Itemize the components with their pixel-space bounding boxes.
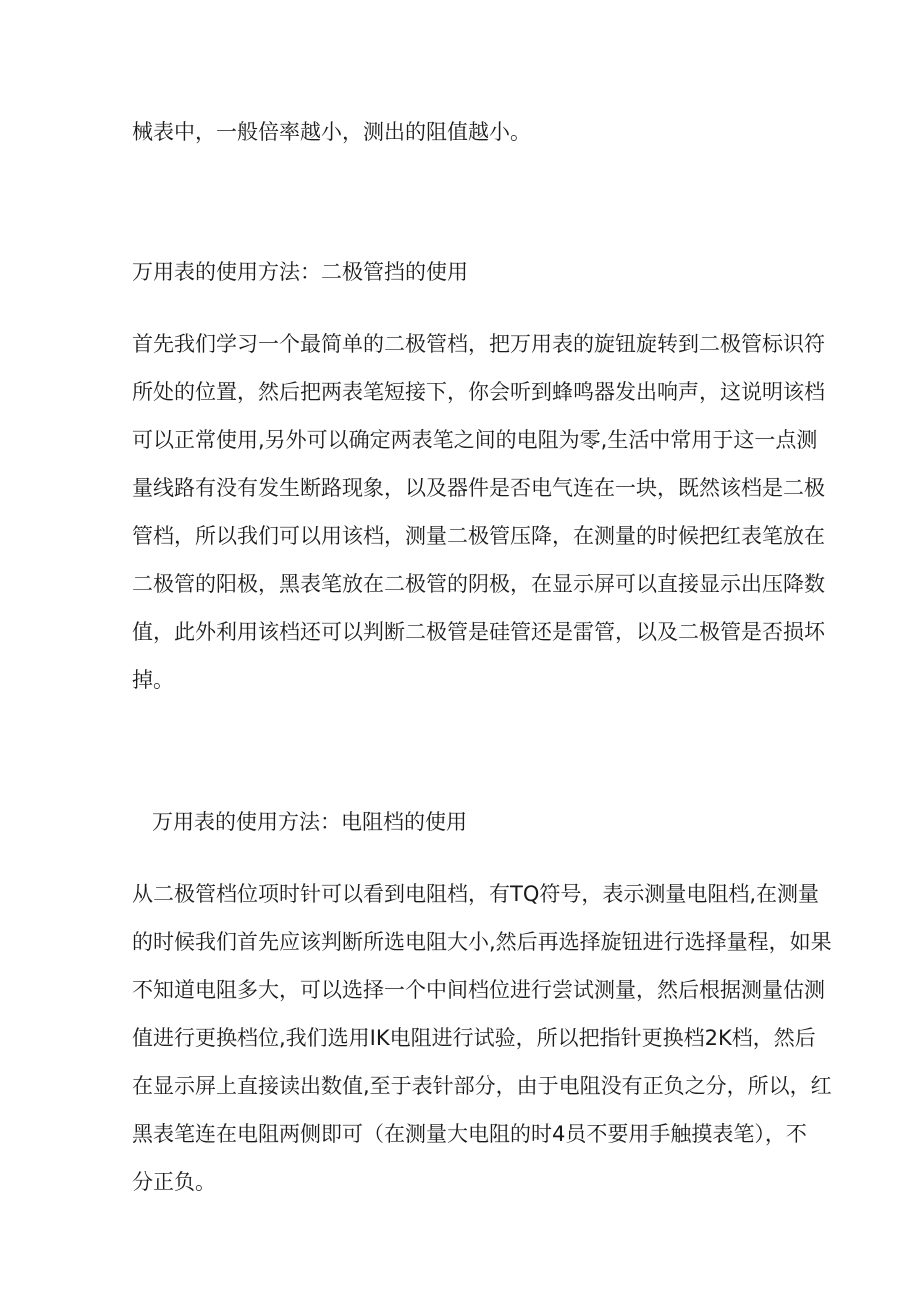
section1-line: 首先我们学习一个最简单的二极管档，把万用表的旋钮旋转到二极管标识符 [132, 332, 825, 356]
section1-line: 可以正常使用,另外可以确定两表笔之间的电阻为零,生活中常用于这一点测 [132, 428, 818, 452]
section1-line: 二极管的阳极，黑表笔放在二极管的阴极，在显示屏可以直接显示出压降数 [132, 572, 825, 596]
section1-line: 所处的位置，然后把两表笔短接下，你会听到蜂鸣器发出响声，这说明该档 [132, 380, 825, 404]
section1-line: 量线路有没有发生断路现象，以及器件是否电气连在一块，既然该档是二极 [132, 476, 825, 500]
section2-line: 的时候我们首先应该判断所选电阻大小,然后再选择旋钮进行选择量程，如果 [132, 930, 832, 954]
section2-heading: 万用表的使用方法：电阻档的使用 [152, 810, 467, 834]
section1-line: 管档，所以我们可以用该档，测量二极管压降，在测量的时候把红表笔放在 [132, 524, 825, 548]
section1-line: 值，此外利用该档还可以判断二极管是硅管还是雷管，以及二极管是否损坏 [132, 620, 825, 644]
section2-line: 不知道电阻多大，可以选择一个中间档位进行尝试测量，然后根据测量估测 [132, 978, 825, 1002]
section2-line: 值进行更换档位,我们选用IK电阻进行试验，所以把指针更换档2K档，然后 [132, 1026, 816, 1050]
section2-line: 分正负。 [132, 1170, 216, 1194]
intro-tail-line: 械表中，一般倍率越小，测出的阻值越小。 [132, 120, 531, 144]
section1-line: 掉。 [132, 668, 174, 692]
section1-heading: 万用表的使用方法：二极管挡的使用 [132, 260, 468, 284]
section2-line: 在显示屏上直接读出数值,至于表针部分，由于电阻没有正负之分，所以，红 [132, 1074, 832, 1098]
section2-line: 黑表笔连在电阻两侧即可（在测量大电阻的时4员不要用手触摸表笔），不 [132, 1122, 807, 1146]
section2-line: 从二极管档位项时针可以看到电阻档，有TQ符号，表示测量电阻档,在测量 [132, 882, 820, 906]
